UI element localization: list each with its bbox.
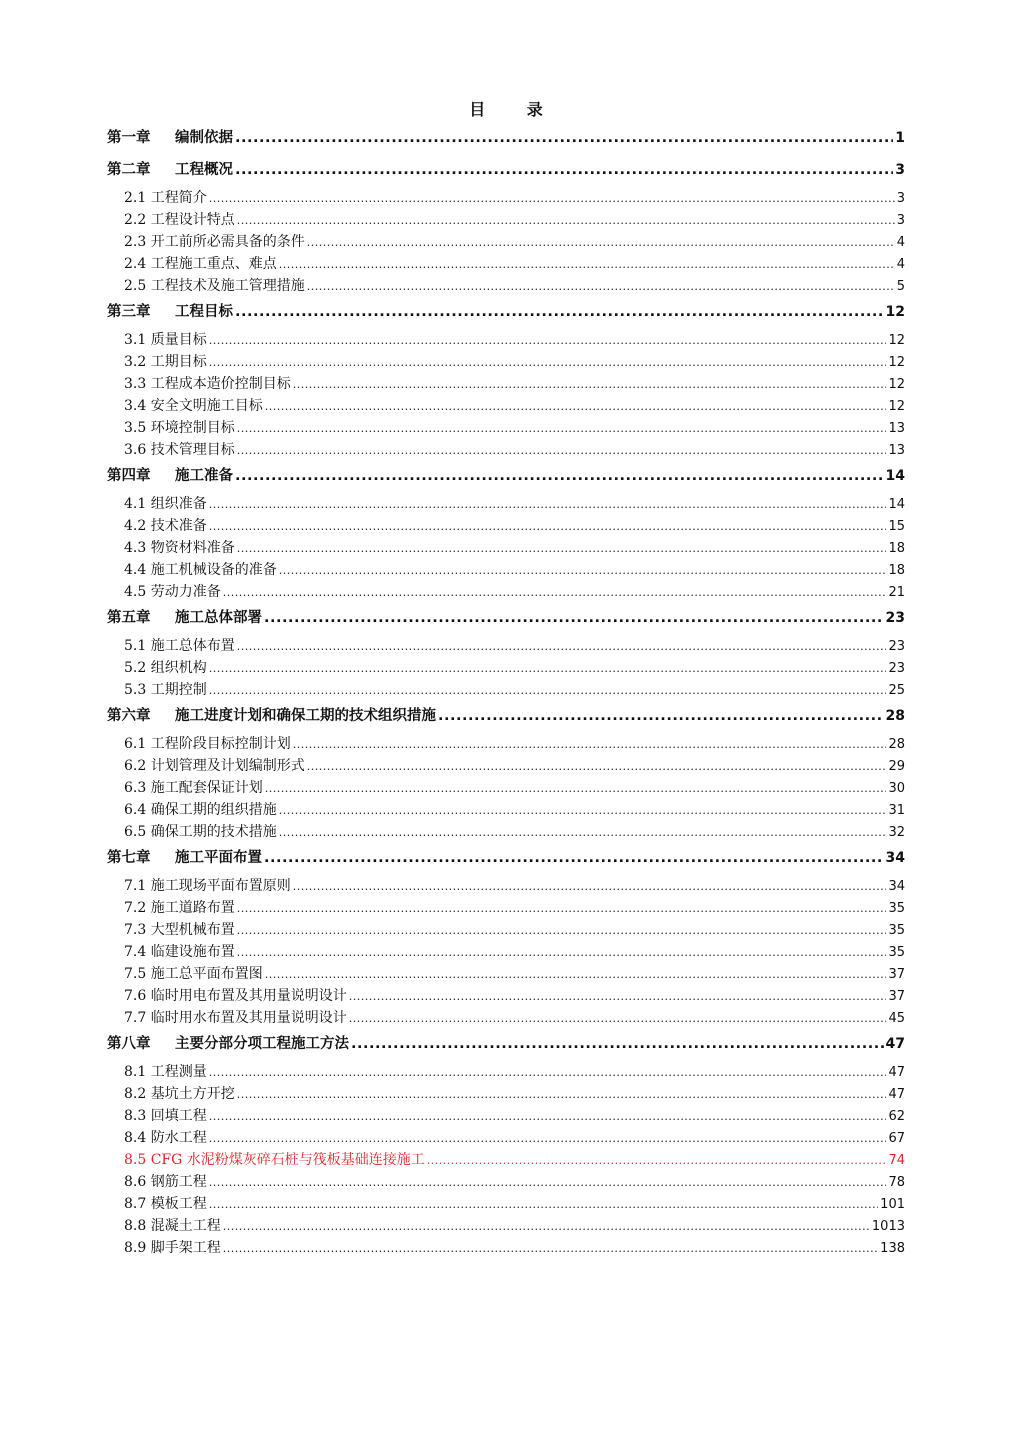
toc-section-entry-highlighted[interactable] — [107, 1149, 905, 1171]
toc-section-entry[interactable] — [107, 1215, 905, 1237]
section-title: 5.2 组织机构 — [124, 660, 207, 676]
page-number: 23 — [888, 639, 905, 654]
section-title: 8.5 CFG 水泥粉煤灰碎石桩与筏板基础连接施工 — [124, 1152, 425, 1168]
section-title: 4.3 物资材料准备 — [124, 540, 235, 556]
page-number: 101 — [880, 1197, 905, 1212]
toc-section-entry[interactable] — [107, 373, 905, 395]
section-title: 8.3 回填工程 — [124, 1108, 207, 1124]
section-title: 7.1 施工现场平面布置原则 — [124, 878, 291, 894]
page-number: 47 — [888, 1087, 905, 1102]
section-title: 8.8 混凝土工程 — [124, 1218, 221, 1234]
section-title: 8.1 工程测量 — [124, 1064, 207, 1080]
section-title: 3.5 环境控制目标 — [124, 420, 235, 436]
dot-leader — [235, 304, 884, 320]
dot-leader — [237, 944, 887, 960]
toc-section-entry[interactable] — [107, 275, 905, 297]
toc-section-entry[interactable] — [107, 1171, 905, 1193]
section-title: 7.2 施工道路布置 — [124, 900, 235, 916]
toc-section-entry[interactable] — [107, 1083, 905, 1105]
section-title: 7.5 施工总平面布置图 — [124, 966, 263, 982]
toc-section-entry[interactable] — [107, 875, 905, 897]
chapter-title: 施工总体部署 — [175, 610, 262, 626]
dot-leader — [307, 278, 895, 294]
dot-leader — [235, 468, 884, 484]
page-number: 37 — [888, 989, 905, 1004]
chapter-title: 施工平面布置 — [175, 850, 262, 866]
dot-leader — [265, 966, 887, 982]
dot-leader — [237, 442, 887, 458]
section-title: 2.3 开工前所必需具备的条件 — [124, 234, 305, 250]
section-title: 4.1 组织准备 — [124, 496, 207, 512]
section-title: 7.3 大型机械布置 — [124, 922, 235, 938]
dot-leader — [237, 420, 887, 436]
toc-section-entry[interactable] — [107, 897, 905, 919]
section-title: 7.6 临时用电布置及其用量说明设计 — [124, 988, 347, 1004]
toc-chapter-entry[interactable] — [107, 464, 905, 493]
chapter-number: 第五章 — [107, 610, 151, 626]
toc-chapter-entry[interactable] — [107, 704, 905, 733]
dot-leader — [209, 682, 887, 698]
section-title: 2.5 工程技术及施工管理措施 — [124, 278, 305, 294]
page-number: 3 — [896, 191, 905, 206]
section-title: 8.2 基坑土方开挖 — [124, 1086, 235, 1102]
dot-leader — [427, 1152, 887, 1168]
toc-section-entry[interactable] — [107, 493, 905, 515]
dot-leader — [209, 354, 887, 370]
page-number: 28 — [885, 708, 905, 724]
page-number: 34 — [888, 879, 905, 894]
toc-chapter-entry[interactable] — [107, 846, 905, 875]
dot-leader — [293, 736, 887, 752]
toc-section-entry[interactable] — [107, 559, 905, 581]
page-number: 45 — [888, 1011, 905, 1026]
page-number: 37 — [888, 967, 905, 982]
page-number: 23 — [885, 610, 905, 626]
toc-section-entry[interactable] — [107, 329, 905, 351]
page-number: 35 — [888, 901, 905, 916]
dot-leader — [209, 190, 895, 206]
dot-leader — [351, 1036, 884, 1052]
dot-leader — [209, 1130, 887, 1146]
dot-leader — [237, 638, 887, 654]
chapter-number: 第七章 — [107, 850, 151, 866]
section-title: 3.4 安全文明施工目标 — [124, 398, 263, 414]
dot-leader — [209, 496, 887, 512]
toc-section-entry[interactable] — [107, 1237, 905, 1259]
toc-section-entry[interactable] — [107, 1127, 905, 1149]
toc-section-entry[interactable] — [107, 395, 905, 417]
page-number: 29 — [888, 759, 905, 774]
page-number: 47 — [885, 1036, 905, 1052]
dot-leader — [349, 988, 887, 1004]
chapter-title: 施工准备 — [175, 468, 233, 484]
toc-section-entry[interactable] — [107, 733, 905, 755]
page-number: 13 — [888, 443, 905, 458]
page-number: 1013 — [871, 1219, 905, 1234]
toc-title: 目 录 — [469, 100, 561, 119]
toc-section-entry[interactable] — [107, 777, 905, 799]
section-title: 3.6 技术管理目标 — [124, 442, 235, 458]
section-title: 8.7 模板工程 — [124, 1196, 207, 1212]
page-number: 30 — [888, 781, 905, 796]
dot-leader — [209, 1196, 878, 1212]
page-number: 138 — [880, 1241, 905, 1256]
section-title: 8.4 防水工程 — [124, 1130, 207, 1146]
dot-leader — [279, 562, 887, 578]
page-number: 13 — [888, 421, 905, 436]
section-title: 2.4 工程施工重点、难点 — [124, 256, 277, 272]
page-number: 14 — [888, 497, 905, 512]
dot-leader — [237, 212, 895, 228]
toc-section-entry[interactable] — [107, 1061, 905, 1083]
dot-leader — [293, 376, 887, 392]
page-number: 67 — [888, 1131, 905, 1146]
dot-leader — [265, 780, 887, 796]
toc-section-entry[interactable] — [107, 657, 905, 679]
toc-section-entry[interactable] — [107, 679, 905, 701]
dot-leader — [235, 162, 893, 178]
page-number: 1 — [895, 130, 905, 146]
toc-section-entry[interactable] — [107, 417, 905, 439]
page-number: 12 — [888, 399, 905, 414]
toc-chapter-entry[interactable] — [107, 126, 905, 155]
dot-leader — [264, 610, 884, 626]
dot-leader — [237, 922, 887, 938]
section-title: 6.4 确保工期的组织措施 — [124, 802, 277, 818]
toc-section-entry[interactable] — [107, 963, 905, 985]
chapter-number: 第六章 — [107, 708, 151, 724]
toc-section-entry[interactable] — [107, 209, 905, 231]
toc-list — [107, 126, 905, 1259]
dot-leader — [209, 1174, 887, 1190]
section-title: 2.2 工程设计特点 — [124, 212, 235, 228]
toc-section-entry[interactable] — [107, 635, 905, 657]
toc-section-entry[interactable] — [107, 1105, 905, 1127]
page-number: 3 — [896, 213, 905, 228]
dot-leader — [293, 878, 887, 894]
chapter-title: 工程概况 — [175, 162, 233, 178]
toc-section-entry[interactable] — [107, 537, 905, 559]
page-number: 23 — [888, 661, 905, 676]
section-title: 6.1 工程阶段目标控制计划 — [124, 736, 291, 752]
page-number: 62 — [888, 1109, 905, 1124]
section-title: 8.9 脚手架工程 — [124, 1240, 221, 1256]
page-number: 12 — [885, 304, 905, 320]
dot-leader — [237, 540, 887, 556]
toc-section-entry[interactable] — [107, 351, 905, 373]
chapter-title: 施工进度计划和确保工期的技术组织措施 — [175, 708, 436, 724]
toc-section-entry[interactable] — [107, 941, 905, 963]
dot-leader — [264, 850, 884, 866]
toc-section-entry[interactable] — [107, 1193, 905, 1215]
section-title: 6.3 施工配套保证计划 — [124, 780, 263, 796]
page-number: 12 — [888, 333, 905, 348]
page-number: 12 — [888, 377, 905, 392]
section-title: 3.2 工期目标 — [124, 354, 207, 370]
toc-section-entry[interactable] — [107, 515, 905, 537]
section-title: 3.1 质量目标 — [124, 332, 207, 348]
page-number: 4 — [896, 257, 905, 272]
section-title: 6.2 计划管理及计划编制形式 — [124, 758, 305, 774]
dot-leader — [237, 1086, 887, 1102]
page-number: 18 — [888, 541, 905, 556]
section-title: 2.1 工程简介 — [124, 190, 207, 206]
toc-section-entry[interactable] — [107, 439, 905, 461]
page-number: 35 — [888, 923, 905, 938]
chapter-title: 编制依据 — [175, 130, 233, 146]
section-title: 3.3 工程成本造价控制目标 — [124, 376, 291, 392]
dot-leader — [438, 708, 884, 724]
page-number: 47 — [888, 1065, 905, 1080]
dot-leader — [265, 398, 887, 414]
page-number: 25 — [888, 683, 905, 698]
chapter-number: 第三章 — [107, 304, 151, 320]
toc-section-entry[interactable] — [107, 187, 905, 209]
dot-leader — [223, 1218, 870, 1234]
page-number: 12 — [888, 355, 905, 370]
toc-section-entry[interactable] — [107, 253, 905, 275]
dot-leader — [209, 1108, 887, 1124]
dot-leader — [235, 130, 893, 146]
dot-leader — [223, 584, 887, 600]
dot-leader — [307, 234, 895, 250]
section-title: 8.6 钢筋工程 — [124, 1174, 207, 1190]
dot-leader — [349, 1010, 887, 1026]
dot-leader — [237, 900, 887, 916]
toc-section-entry[interactable] — [107, 919, 905, 941]
section-title: 5.1 施工总体布置 — [124, 638, 235, 654]
chapter-number: 第四章 — [107, 468, 151, 484]
page-number: 74 — [888, 1153, 905, 1168]
toc-chapter-entry[interactable] — [107, 1032, 905, 1061]
page-number: 35 — [888, 945, 905, 960]
chapter-number: 第八章 — [107, 1036, 151, 1052]
toc-section-entry[interactable] — [107, 799, 905, 821]
page-number: 31 — [888, 803, 905, 818]
chapter-title: 主要分部分项工程施工方法 — [175, 1036, 349, 1052]
dot-leader — [279, 802, 887, 818]
page-number: 32 — [888, 825, 905, 840]
section-title: 7.4 临建设施布置 — [124, 944, 235, 960]
toc-section-entry[interactable] — [107, 581, 905, 603]
page-number: 14 — [885, 468, 905, 484]
page-number: 5 — [896, 279, 905, 294]
page-number: 4 — [896, 235, 905, 250]
dot-leader — [209, 660, 887, 676]
page-number: 21 — [888, 585, 905, 600]
section-title: 4.5 劳动力准备 — [124, 584, 221, 600]
toc-section-entry[interactable] — [107, 985, 905, 1007]
toc-chapter-entry[interactable] — [107, 158, 905, 187]
section-title: 6.5 确保工期的技术措施 — [124, 824, 277, 840]
chapter-number: 第二章 — [107, 162, 151, 178]
dot-leader — [307, 758, 887, 774]
section-title: 7.7 临时用水布置及其用量说明设计 — [124, 1010, 347, 1026]
page-number: 3 — [895, 162, 905, 178]
page-number: 28 — [888, 737, 905, 752]
toc-section-entry[interactable] — [107, 821, 905, 843]
dot-leader — [209, 332, 887, 348]
dot-leader — [279, 824, 887, 840]
toc-chapter-entry[interactable] — [107, 300, 905, 329]
dot-leader — [223, 1240, 878, 1256]
page-number: 34 — [885, 850, 905, 866]
toc-chapter-entry[interactable] — [107, 606, 905, 635]
page-number: 78 — [888, 1175, 905, 1190]
section-title: 4.2 技术准备 — [124, 518, 207, 534]
toc-section-entry[interactable] — [107, 231, 905, 253]
dot-leader — [209, 518, 887, 534]
chapter-title: 工程目标 — [175, 304, 233, 320]
toc-section-entry[interactable] — [107, 755, 905, 777]
section-title: 4.4 施工机械设备的准备 — [124, 562, 277, 578]
dot-leader — [279, 256, 895, 272]
toc-section-entry[interactable] — [107, 1007, 905, 1029]
page-number: 15 — [888, 519, 905, 534]
chapter-number: 第一章 — [107, 130, 151, 146]
dot-leader — [209, 1064, 887, 1080]
section-title: 5.3 工期控制 — [124, 682, 207, 698]
page-number: 18 — [888, 563, 905, 578]
